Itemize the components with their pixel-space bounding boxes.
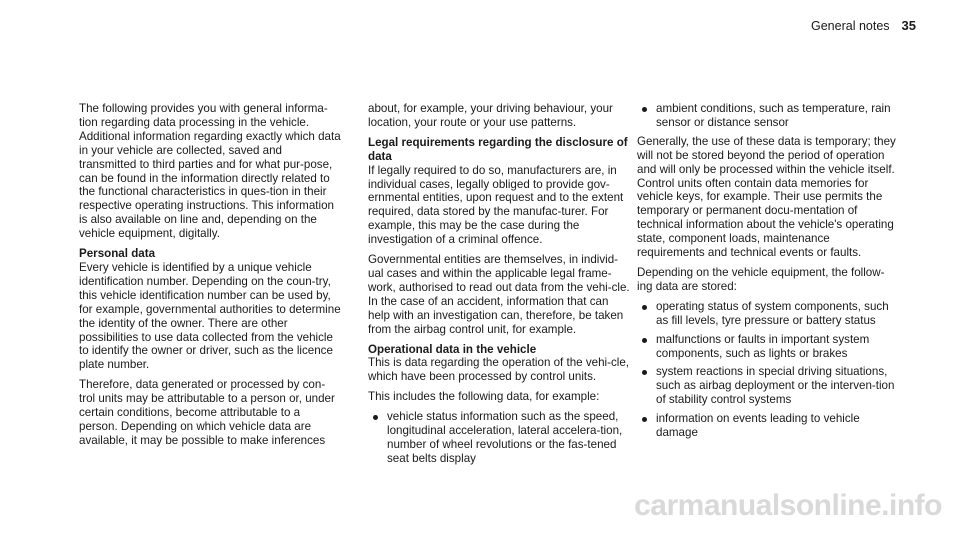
list-item: operating status of system components, such as fill levels, tyre pressure or battery status — [637, 300, 899, 328]
intro-paragraph: The following provides you with general informa-tion regarding data processing in the vehicle. Additional information regarding exactly which data in your vehicle are collected, saved and transmitted to third parties and for what pur-pose, can be found in the information directly related to the functional characteristics in ques-tion in their respective operating instructions. This information is also available on line and, depending on the vehicle equipment, digitally. — [79, 102, 341, 241]
column-middle — [368, 102, 630, 471]
stored-data-list — [637, 300, 899, 440]
personal-data-paragraph: Every vehicle is identified by a unique vehicle identification number. Depending on the coun-try, this vehicle identification number can be used by, for example, governmental authorities to determine the identity of the owner. There are other possibilities to use data collected from the vehicle to identify the owner or driver, such as the licence plate number. — [79, 260, 341, 372]
column-left — [79, 102, 341, 454]
bullet-icon — [642, 338, 647, 343]
operational-data-list — [368, 410, 630, 466]
page-header — [811, 18, 916, 33]
operational-data-list-continued — [637, 102, 899, 130]
list-item: ambient conditions, such as temperature, rain sensor or distance sensor — [637, 102, 899, 130]
personal-data-paragraph: Therefore, data generated or processed by con-trol units may be attributable to a person or, under certain conditions, become attributable to a person. Depending on which vehicle data are available, it may be possible to make inferences — [79, 378, 335, 447]
legal-paragraph: Governmental entities are themselves, in individ-ual cases and within the applicable legal frame-work, authorised to read out data from the vehi-cle. In the case of an accident, information that can help with an investigation can, therefore, be taken from the airbag control unit, for example. — [368, 253, 630, 336]
bullet-icon — [642, 107, 647, 112]
list-item: information on events leading to vehicle damage — [637, 412, 899, 440]
bullet-icon — [373, 415, 378, 420]
personal-data-heading: Personal data — [79, 247, 156, 261]
legal-requirements-heading: Legal requirements regarding the disclosure of data — [368, 135, 628, 163]
stored-data-intro: Depending on the vehicle equipment, the follow-ing data are stored: — [637, 265, 885, 293]
list-item: system reactions in special driving situations, such as airbag deployment or the interven-tion of stability control systems — [637, 365, 899, 407]
general-paragraph: Generally, the use of these data is temporary; they will not be stored beyond the period of operation and will only be processed within the vehicle itself. Control units often contain data memories for vehicle keys, for example. Their use permits the temporary or permanent docu-mentation of technical information about the vehicle's operating state, component loads, maintenance requirements and technical events or faults. — [637, 134, 896, 260]
column-right — [637, 102, 899, 445]
operational-paragraph: This includes the following data, for example: — [368, 390, 600, 404]
legal-paragraph: If legally required to do so, manufacturers are, in individual cases, legally obliged to provide gov-ernmental entities, upon request and to the extent required, data stored by the manufac-turer. For example, this may be the case during the investigation of a criminal offence. — [368, 163, 624, 247]
operational-paragraph: This is data regarding the operation of the vehi-cle, which have been processed by control units. — [368, 356, 630, 384]
page-number: 35 — [901, 18, 916, 33]
continued-paragraph: about, for example, your driving behaviour, your location, your route or your use patterns. — [368, 102, 613, 129]
list-item: vehicle status information such as the speed, longitudinal acceleration, lateral accelera-tion, number of wheel revolutions or the fas-tened seat belts display — [368, 410, 630, 466]
bullet-icon — [642, 370, 647, 375]
section-title: General notes — [811, 19, 890, 33]
operational-data-heading: Operational data in the vehicle — [368, 342, 537, 356]
list-item: malfunctions or faults in important system components, such as lights or brakes — [637, 333, 899, 361]
bullet-icon — [642, 305, 647, 310]
bullet-icon — [642, 417, 647, 422]
watermark-text: carmanualsonline.info — [634, 489, 942, 522]
